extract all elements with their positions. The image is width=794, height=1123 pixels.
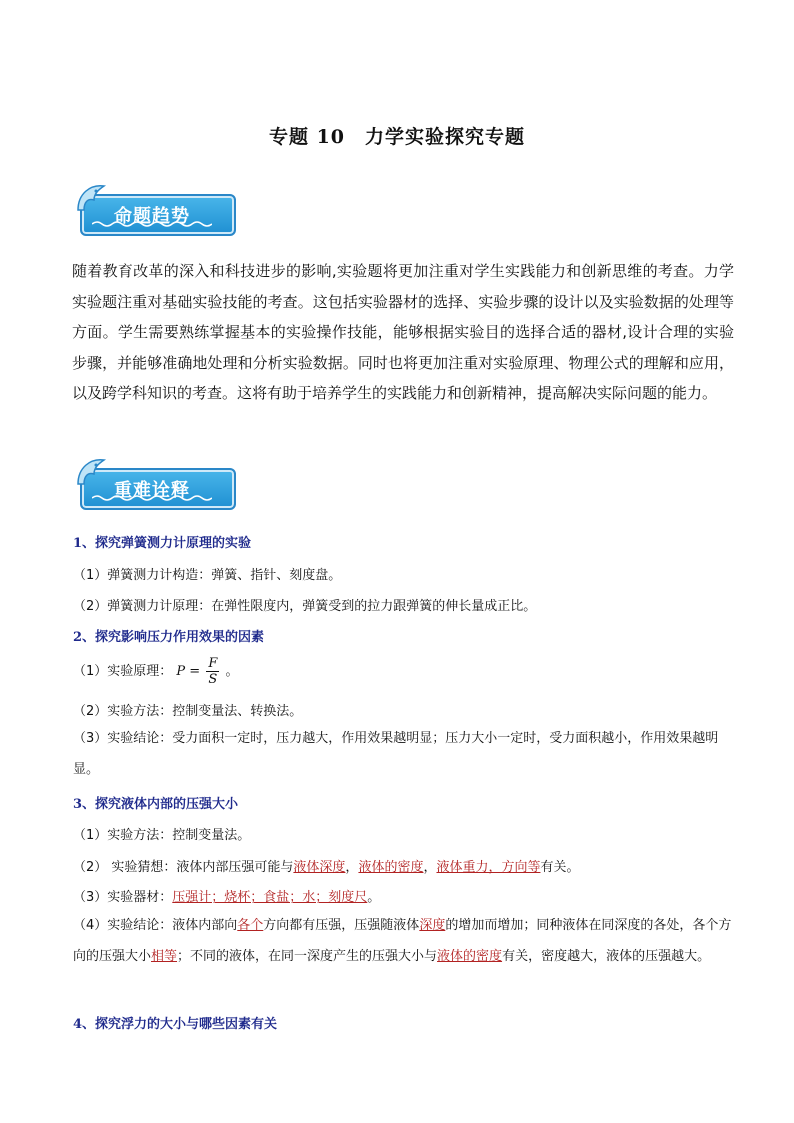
section-2-line-3: （3）实验结论：受力面积一定时，压力越大，作用效果越明显；压力大小一定时，受力面积越小，作用效果越明显。 — [73, 731, 719, 777]
principle-label: （1）实验原理： — [73, 664, 173, 679]
section-1-heading: 1、探究弹簧测力计原理的实验 — [73, 536, 252, 551]
page-title: 专题 10 力学实验探究专题 — [268, 126, 526, 148]
conclusion-text: 有关，密度越大，液体的压强越大。 — [502, 949, 711, 964]
section-2-line-1 — [73, 656, 239, 687]
hypothesis-end: 有关。 — [540, 860, 580, 875]
answer-density: 液体的密度 — [437, 949, 503, 964]
dolphin-icon — [72, 454, 112, 498]
conclusion-text: ；不同的液体，在同一深度产生的压强大小与 — [177, 949, 438, 964]
formula-denominator: S — [208, 672, 218, 687]
conclusion-text: （4）实验结论：液体内部向 — [73, 918, 238, 933]
conclusion-text: 方向都有压强，压强随液体 — [263, 918, 420, 933]
pressure-formula — [206, 656, 219, 687]
banner-label: 重难诠释 — [114, 480, 190, 501]
separator: ， — [423, 860, 437, 875]
answer-liquid-depth: 液体深度 — [293, 860, 346, 875]
section-2-line-2: （2）实验方法：控制变量法、转换法。 — [73, 704, 303, 719]
hypothesis-text: （2） 实验猜想：液体内部压强可能与 — [73, 860, 294, 875]
section-banner-difficulty — [76, 456, 236, 514]
section-3-line-3 — [73, 886, 380, 905]
intro-paragraph: 随着教育改革的深入和科技进步的影响,实验题将更加注重对学生实践能力和创新思维的考查。力学实验题注重对基础实验技能的考查。这包括实验器材的选择、实验步骤的设计以及实验数据的处理等方面。学生需要熟练掌握基本的实验操作技能，能够根据实验目的选择合适的器材,设计合理的实验步骤，并能够准确地处理和分析实验数据。同时也将更加注重对实验原理、物理公式的理解和应用，以及跨学科知识的考查。这将有助于培养学生的实践能力和创新精神，提高解决实际问题的能力。 — [72, 262, 734, 402]
answer-equipment: 压强计；烧杯；食盐；水；刻度尺 — [172, 890, 368, 905]
answer-depth: 深度 — [419, 918, 446, 933]
section-3-line-2 — [73, 856, 580, 875]
answer-liquid-gravity-direction: 液体重力，方向等 — [436, 860, 541, 875]
formula-numerator: F — [208, 656, 218, 671]
answer-liquid-density: 液体的密度 — [358, 860, 424, 875]
section-3-heading: 3、探究液体内部的压强大小 — [73, 797, 239, 812]
section-banner-trend — [76, 182, 236, 240]
section-3-line-1: （1）实验方法：控制变量法。 — [73, 828, 251, 843]
banner-label: 命题趋势 — [114, 206, 190, 227]
formula-suffix: 。 — [225, 664, 239, 679]
separator: ， — [345, 860, 359, 875]
section-3-line-4 — [73, 910, 735, 972]
equipment-end: 。 — [367, 890, 381, 905]
answer-every: 各个 — [237, 918, 264, 933]
formula-lhs: P = — [176, 664, 201, 679]
dolphin-icon — [72, 180, 112, 224]
section-1-line-2: （2）弹簧测力计原理：在弹性限度内，弹簧受到的拉力跟弹簧的伸长量成正比。 — [73, 599, 537, 614]
section-2-heading: 2、探究影响压力作用效果的因素 — [73, 630, 265, 645]
section-4-heading: 4、探究浮力的大小与哪些因素有关 — [73, 1017, 278, 1032]
section-1-line-1: （1）弹簧测力计构造：弹簧、指针、刻度盘。 — [73, 568, 342, 583]
equipment-label: （3）实验器材： — [73, 890, 173, 905]
answer-equal: 相等 — [151, 949, 178, 964]
conclusion-text: 的增加而增加；同种液体在同深度的各处，各个方向的压强大小 — [73, 918, 732, 964]
